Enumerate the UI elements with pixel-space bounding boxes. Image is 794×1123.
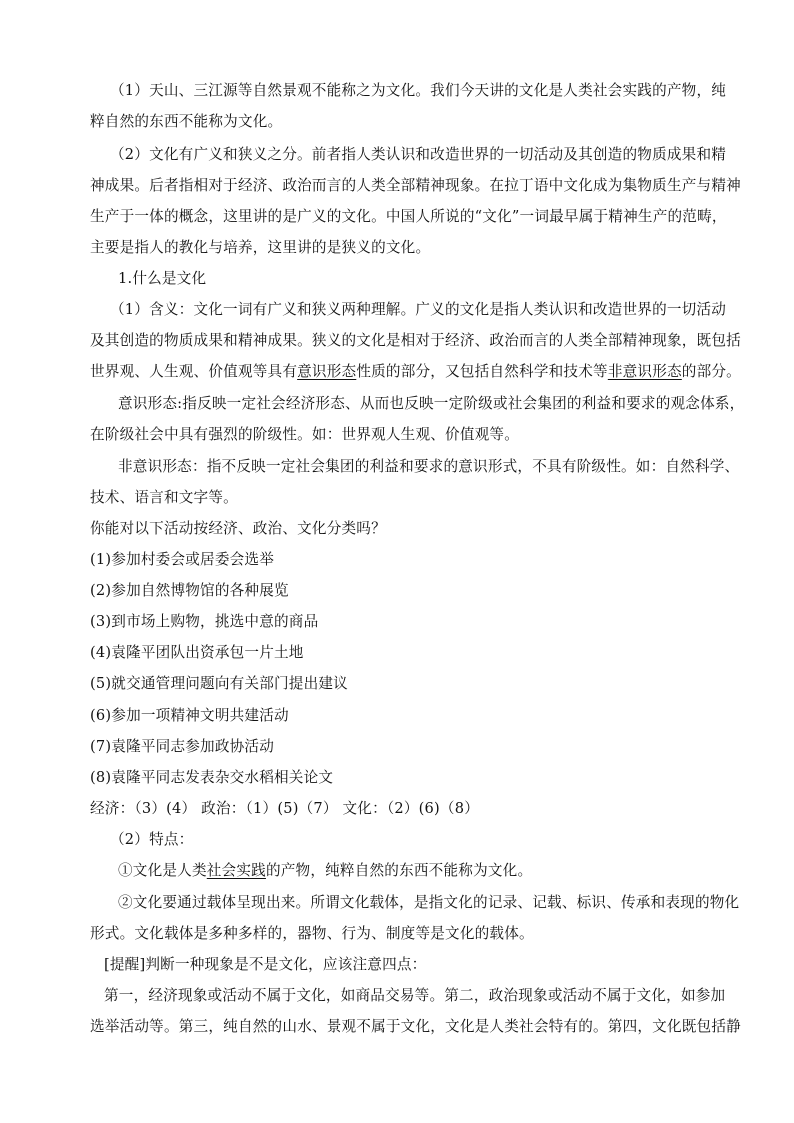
- paragraph-line: 生产于一体的概念，这里讲的是广义的文化。中国人所说的“文化”一词最早属于精神生产的范畴，: [90, 208, 727, 225]
- text-run: 的部分。: [681, 363, 741, 380]
- paragraph-line: ②文化要通过载体呈现出来。所谓文化载体，是指文化的记录、记载、标识、传承和表现的物化: [118, 894, 740, 911]
- paragraph-line: （2）文化有广义和狭义之分。前者指人类认识和改造世界的一切活动及其创造的物质成果和精: [110, 146, 727, 163]
- reminder-line: [提醒]判断一种现象是不是文化，应该注意四点：: [104, 956, 427, 973]
- text-run: ①文化是人类: [118, 862, 207, 879]
- paragraph-line: （1）含义：文化一词有广义和狭义两种理解。广义的文化是指人类认识和改造世界的一切活动: [110, 301, 727, 318]
- text-run: 的产物，纯粹自然的东西不能称为文化。: [265, 862, 533, 879]
- list-item: (8)袁隆平同志发表杂交水稻相关论文: [90, 769, 334, 786]
- question-line: 你能对以下活动按经济、政治、文化分类吗？: [90, 520, 386, 537]
- paragraph-line: 意识形态:指反映一定社会经济形态、从而也反映一定阶级或社会集团的利益和要求的观念体系，: [118, 395, 745, 412]
- list-item: (2)参加自然博物馆的各种展览: [90, 582, 289, 599]
- underlined-term: 意识形态: [297, 363, 357, 380]
- answer-line: 经济：（3）(4） 政治：（1）(5)（7） 文化：（2）(6)（8）: [90, 800, 480, 817]
- text-run: 世界观、人生观、价值观等具有: [90, 363, 298, 380]
- text-run: 性质的部分，又包括自然科学和技术等: [356, 363, 608, 380]
- paragraph-line: 形式。文化载体是多种多样的，器物、行为、制度等是文化的载体。: [90, 925, 534, 942]
- list-item: (4)袁隆平团队出资承包一片土地: [90, 644, 304, 661]
- paragraph-line: 主要是指人的教化与培养，这里讲的是狭义的文化。: [90, 239, 431, 256]
- paragraph-line: 选举活动等。第三，纯自然的山水、景观不属于文化，文化是人类社会特有的。第四，文化既包括静: [90, 1018, 741, 1035]
- list-item: (6)参加一项精神文明共建活动: [90, 707, 289, 724]
- list-item: (5)就交通管理问题向有关部门提出建议: [90, 675, 348, 692]
- paragraph-line: 及其创造的物质成果和精神成果。狭义的文化是相对于经济、政治而言的人类全部精神现象，既包括: [90, 332, 741, 349]
- paragraph-line: 在阶级社会中具有强烈的阶级性。如：世界观人生观、价值观等。: [90, 426, 520, 443]
- paragraph-line: 非意识形态：指不反映一定社会集团的利益和要求的意识形式，不具有阶级性。如：自然科学、: [118, 458, 740, 475]
- list-item: (7)袁隆平同志参加政协活动: [90, 738, 275, 755]
- paragraph-line: 技术、语言和文字等。: [90, 489, 238, 506]
- paragraph-line: 粹自然的东西不能称为文化。: [90, 113, 283, 130]
- paragraph-line: 第一，经济现象或活动不属于文化，如商品交易等。第二，政治现象或活动不属于文化，如参加: [104, 987, 726, 1004]
- paragraph-line: 神成果。后者指相对于经济、政治而言的人类全部精神现象。在拉丁语中文化成为集物质生产与精神: [90, 177, 741, 194]
- paragraph-line: （1）天山、三江源等自然景观不能称之为文化。我们今天讲的文化是人类社会实践的产物，纯: [110, 82, 727, 99]
- paragraph-line: [90, 362, 741, 382]
- underlined-term: 社会实践: [206, 862, 266, 879]
- section-heading: 1.什么是文化: [118, 270, 207, 287]
- underlined-term: 非意识形态: [607, 363, 682, 380]
- section-heading: （2）特点：: [110, 831, 194, 848]
- paragraph-line: [118, 861, 532, 881]
- list-item: (1)参加村委会或居委会选举: [90, 551, 275, 568]
- list-item: (3)到市场上购物，挑选中意的商品: [90, 613, 319, 630]
